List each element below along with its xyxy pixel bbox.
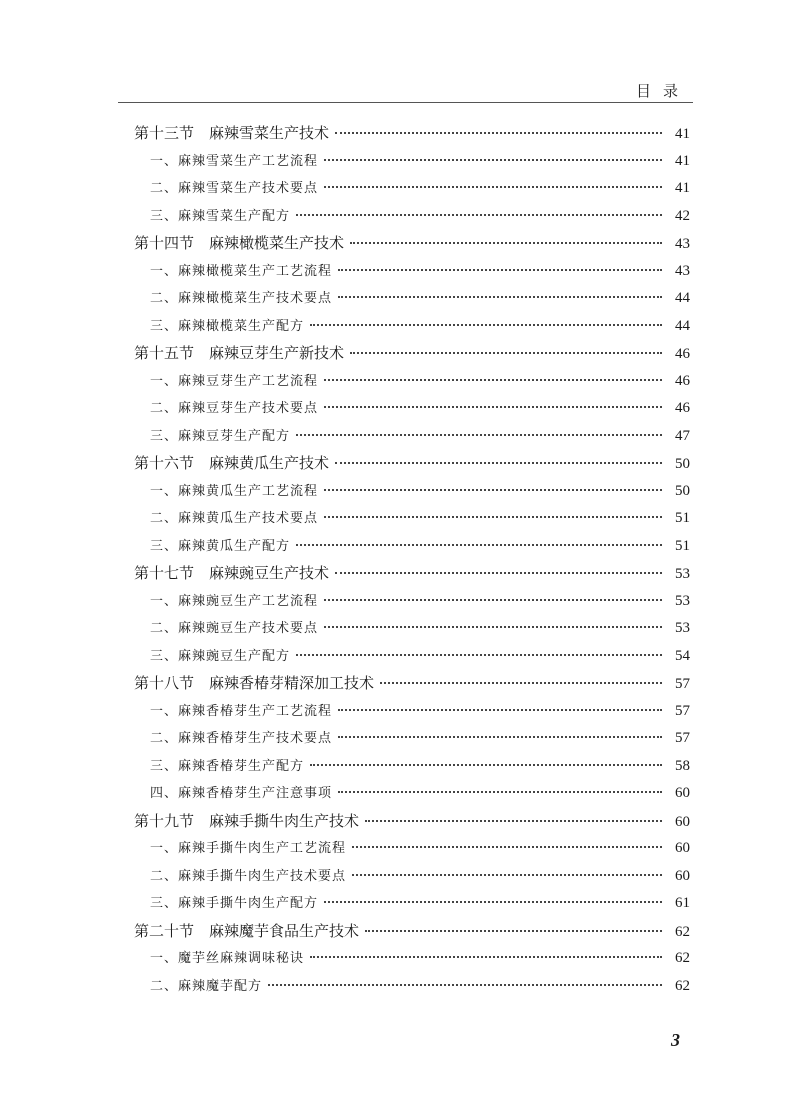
dot-leader [324, 186, 662, 188]
toc-section-entry[interactable] [134, 232, 690, 260]
toc-entry-title: 二、麻辣雪菜生产技术要点 [150, 181, 319, 196]
toc-entry-title: 一、麻辣香椿芽生产工艺流程 [150, 703, 333, 719]
toc-subentry[interactable] [134, 700, 690, 728]
toc-entry-page: 62 [675, 950, 690, 966]
toc-subentry[interactable] [134, 975, 690, 1003]
dot-leader [310, 764, 662, 766]
dot-leader [380, 682, 662, 684]
toc-section-entry[interactable] [134, 672, 690, 700]
dot-leader [324, 626, 662, 628]
toc-entry-page: 57 [675, 702, 690, 719]
toc-subentry[interactable] [134, 727, 690, 755]
running-header-title: 目录 [635, 82, 690, 100]
toc-entry-title: 第十四节 麻辣橄榄菜生产技术 [134, 234, 345, 252]
toc-entry-title: 第十三节 麻辣雪菜生产技术 [134, 124, 330, 142]
toc-subentry[interactable] [134, 150, 690, 178]
toc-entry-title: 二、麻辣香椿芽生产技术要点 [150, 731, 333, 746]
toc-entry-page: 44 [675, 317, 690, 334]
toc-subentry[interactable] [134, 260, 690, 288]
dot-leader [338, 269, 662, 271]
toc-subentry[interactable] [134, 947, 690, 975]
toc-entry-page: 46 [675, 400, 690, 416]
toc-entry-page: 50 [675, 482, 690, 499]
dot-leader [310, 324, 662, 326]
dot-leader [365, 820, 662, 822]
toc-section-entry[interactable] [134, 342, 690, 370]
dot-leader [338, 709, 662, 711]
toc-entry-title: 第十六节 麻辣黄瓜生产技术 [134, 454, 330, 472]
toc-section-entry[interactable] [134, 920, 690, 948]
toc-entry-page: 62 [675, 923, 690, 940]
toc-entry-title: 第二十节 麻辣魔芋食品生产技术 [134, 921, 360, 940]
toc-entry-page: 60 [675, 867, 690, 884]
toc-entry-title: 二、麻辣橄榄菜生产技术要点 [150, 291, 333, 306]
toc-entry-title: 三、麻辣手撕牛肉生产配方 [150, 896, 319, 911]
toc-subentry[interactable] [134, 865, 690, 893]
dot-leader [324, 159, 662, 161]
toc-entry-page: 57 [675, 676, 690, 692]
toc-subentry[interactable] [134, 507, 690, 535]
toc-entry-page: 41 [675, 152, 690, 169]
dot-leader [296, 544, 662, 546]
dot-leader [310, 956, 662, 958]
dot-leader [324, 406, 662, 408]
toc-subentry[interactable] [134, 397, 690, 425]
toc-entry-page: 43 [675, 236, 690, 252]
toc-entry-title: 第十八节 麻辣香椿芽精深加工技术 [134, 674, 375, 692]
toc-entry-title: 第十九节 麻辣手撕牛肉生产技术 [134, 811, 360, 830]
toc-entry-page: 54 [675, 647, 690, 664]
dot-leader [324, 489, 662, 491]
dot-leader [324, 599, 662, 601]
dot-leader [352, 846, 662, 848]
dot-leader [350, 352, 662, 354]
toc-entry-page: 62 [675, 977, 690, 994]
toc-section-entry[interactable] [134, 810, 690, 838]
dot-leader [338, 736, 662, 738]
toc-entry-page: 44 [675, 290, 690, 306]
toc-entry-page: 41 [675, 180, 690, 196]
toc-entry-page: 60 [675, 840, 690, 856]
toc-entry-title: 一、麻辣手撕牛肉生产工艺流程 [150, 841, 347, 856]
toc-subentry[interactable] [134, 645, 690, 673]
toc-entry-page: 60 [675, 813, 690, 830]
toc-entry-page: 58 [675, 757, 690, 774]
toc-entry-page: 51 [675, 510, 690, 526]
dot-leader [352, 874, 662, 876]
toc-entry-page: 61 [675, 895, 690, 911]
toc-entry-title: 二、麻辣豆芽生产技术要点 [150, 401, 319, 416]
dot-leader [296, 214, 662, 216]
toc-entry-title: 一、麻辣豆芽生产工艺流程 [150, 373, 319, 389]
toc-entry-page: 53 [675, 566, 690, 582]
toc-subentry[interactable] [134, 287, 690, 315]
dot-leader [296, 434, 662, 436]
header-rule [118, 102, 693, 103]
dot-leader [350, 242, 662, 244]
toc-entry-title: 二、麻辣手撕牛肉生产技术要点 [150, 868, 347, 884]
toc-entry-page: 53 [675, 620, 690, 636]
toc-entry-page: 47 [675, 427, 690, 444]
toc-entry-page: 60 [675, 785, 690, 801]
toc-subentry[interactable] [134, 315, 690, 343]
toc-subentry[interactable] [134, 480, 690, 508]
toc-subentry[interactable] [134, 755, 690, 783]
toc-entry-title: 三、麻辣黄瓜生产配方 [150, 538, 291, 554]
toc-entry-title: 第十五节 麻辣豆芽生产新技术 [134, 344, 345, 362]
dot-leader [365, 930, 662, 932]
toc-entry-title: 三、麻辣豌豆生产配方 [150, 648, 291, 664]
toc-subentry[interactable] [134, 837, 690, 865]
toc-entry-page: 41 [675, 126, 690, 142]
dot-leader [335, 132, 662, 134]
toc-entry-title: 一、麻辣豌豆生产工艺流程 [150, 593, 319, 609]
dot-leader [335, 572, 662, 574]
dot-leader [324, 379, 662, 381]
toc-entry-title: 一、麻辣雪菜生产工艺流程 [150, 153, 319, 169]
toc-entry-title: 三、麻辣雪菜生产配方 [150, 208, 291, 224]
toc-subentry[interactable] [134, 892, 690, 920]
table-of-contents [134, 122, 690, 1002]
toc-entry-title: 三、麻辣豆芽生产配方 [150, 428, 291, 444]
toc-entry-title: 二、麻辣豌豆生产技术要点 [150, 621, 319, 636]
toc-subentry[interactable] [134, 617, 690, 645]
dot-leader [324, 901, 662, 903]
toc-section-entry[interactable] [134, 122, 690, 150]
toc-entry-title: 三、麻辣橄榄菜生产配方 [150, 318, 305, 334]
dot-leader [338, 296, 662, 298]
page-number: 3 [671, 1030, 680, 1050]
toc-subentry[interactable] [134, 590, 690, 618]
dot-leader [338, 791, 662, 793]
toc-entry-page: 43 [675, 262, 690, 279]
toc-entry-page: 46 [675, 372, 690, 389]
toc-entry-title: 二、麻辣黄瓜生产技术要点 [150, 511, 319, 526]
toc-entry-title: 一、麻辣黄瓜生产工艺流程 [150, 483, 319, 499]
toc-entry-title: 四、麻辣香椿芽生产注意事项 [150, 786, 333, 801]
dot-leader [324, 516, 662, 518]
toc-entry-title: 一、魔芋丝麻辣调味秘诀 [150, 951, 305, 966]
toc-subentry[interactable] [134, 205, 690, 233]
toc-entry-page: 57 [675, 730, 690, 746]
toc-subentry[interactable] [134, 425, 690, 453]
toc-entry-title: 第十七节 麻辣豌豆生产技术 [134, 564, 330, 582]
toc-entry-page: 53 [675, 592, 690, 609]
toc-entry-page: 42 [675, 207, 690, 224]
toc-subentry[interactable] [134, 370, 690, 398]
toc-entry-page: 50 [675, 456, 690, 472]
dot-leader [268, 984, 662, 986]
toc-subentry[interactable] [134, 535, 690, 563]
toc-subentry[interactable] [134, 782, 690, 810]
toc-entry-title: 一、麻辣橄榄菜生产工艺流程 [150, 263, 333, 279]
toc-entry-page: 46 [675, 346, 690, 362]
toc-section-entry[interactable] [134, 562, 690, 590]
toc-subentry[interactable] [134, 177, 690, 205]
dot-leader [335, 462, 662, 464]
toc-entry-title: 二、麻辣魔芋配方 [150, 978, 263, 994]
toc-entry-title: 三、麻辣香椿芽生产配方 [150, 758, 305, 774]
toc-entry-page: 51 [675, 537, 690, 554]
toc-section-entry[interactable] [134, 452, 690, 480]
dot-leader [296, 654, 662, 656]
